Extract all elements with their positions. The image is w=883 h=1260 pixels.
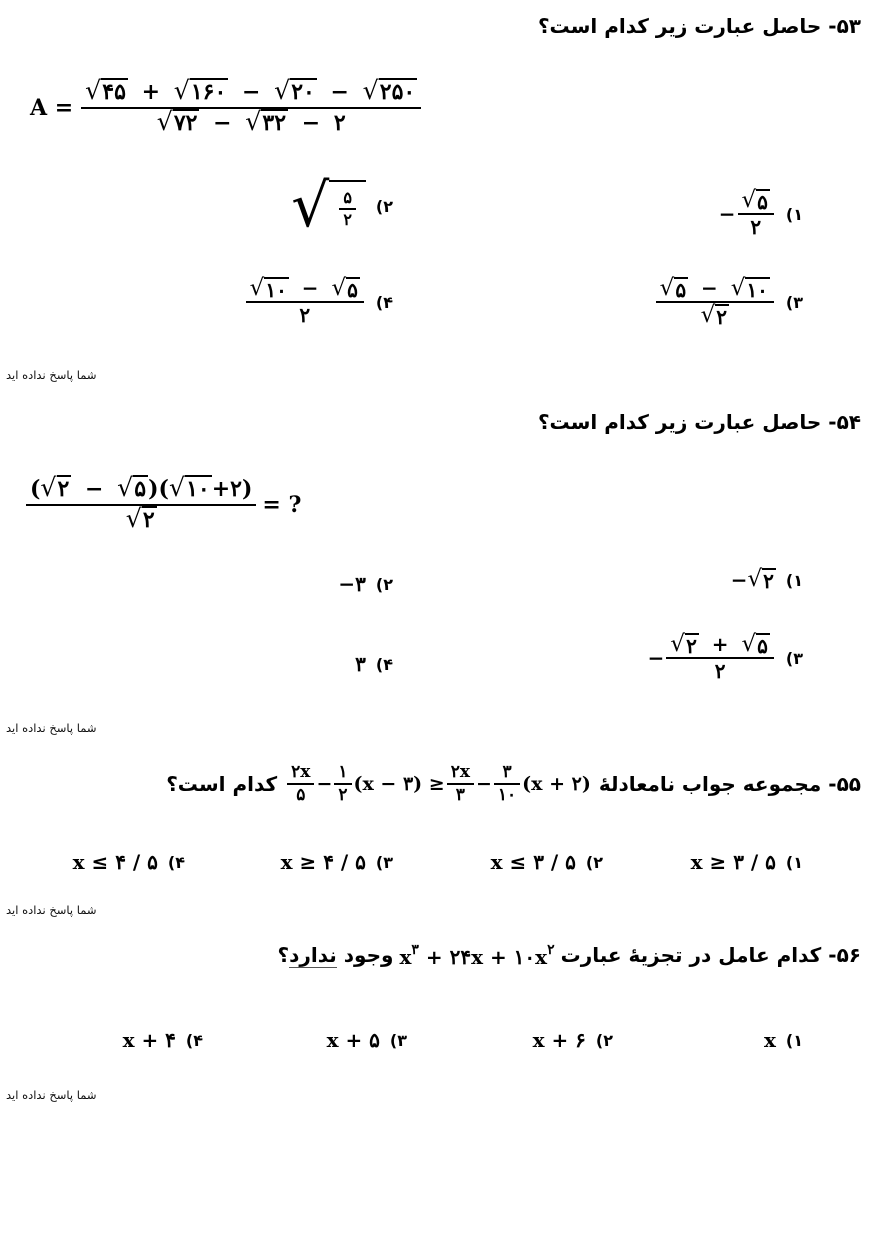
q53-status: شما پاسخ نداده اید (6, 368, 97, 382)
q53-option-1[interactable]: ۱) − √ ۵ ۲ (718, 187, 803, 239)
question-56-expression: $x^۳$ + ۲۴x + $۱۰x^۲$ (399, 942, 555, 969)
question-53-formula (30, 78, 423, 137)
q53-option-3[interactable]: ۳) √ ۵ − √ ۱۰ √ ۲ (654, 276, 803, 328)
q56-status: شما پاسخ نداده اید (6, 1088, 97, 1102)
formula-denominator: √ ۲ (125, 503, 155, 533)
question-54-title: ۵۴- حاصل عبارت زیر کدام است؟ (537, 410, 861, 434)
formula-lhs: A = (30, 94, 74, 121)
q54-option-1[interactable]: ۱) − √ ۲ (730, 566, 803, 593)
q56-option-3[interactable]: ۳) x + ۵ (326, 1028, 407, 1052)
q56-option-1[interactable]: ۱) x (763, 1028, 803, 1052)
q55-option-3[interactable]: ۳) x ≥ ۴ / ۵ (280, 850, 393, 874)
q56-option-2[interactable]: ۲) x + ۶ (532, 1028, 613, 1052)
q54-option-3[interactable]: ۳) − √ ۲ + √ ۵ ۲ (647, 631, 803, 683)
formula-fraction (26, 475, 256, 534)
question-56-title: ۵۶- کدام عامل در تجزیهٔ عبارت $x^۳$ + ۲۴x + $۱۰x^۲$ وجود ندارد ؟ (277, 942, 861, 969)
question-55-inequality: $\frac{۲x}{۵}$ − $\frac{۱}{۲}$ (x − ۳) ≥ $\frac{۲x}{۳}$ − $\frac{۳}{۱۰}$ (x + ۲) (285, 762, 591, 807)
formula-numerator: ( √ ۲ − √ ۵ )( √ ۱۰ +۲) (30, 473, 253, 502)
q56-option-4[interactable]: ۴) x + ۴ (122, 1028, 203, 1052)
formula-fraction (81, 78, 421, 137)
q55-status: شما پاسخ نداده اید (6, 903, 97, 917)
q54-status: شما پاسخ نداده اید (6, 721, 97, 735)
question-55-title: ۵۵- مجموعه جواب نامعادلهٔ $\frac{۲x}{۵}$ − $\frac{۱}{۲}$ (x − ۳) ≥ $\frac{۲x}{۳}$ − $\frac{۳}{۱۰}$ (x + ۲) کدام است؟ (166, 762, 861, 806)
q53-option-2[interactable]: ۲) √ $\frac{۵}{۲}$ (291, 171, 393, 241)
q53-option-4[interactable]: ۴) √ ۱۰ − √ ۵ ۲ (244, 276, 393, 328)
q55-option-1[interactable]: ۱) x ≥ ۳ / ۵ (690, 850, 803, 874)
formula-numerator: √ ۴۵ + √ ۱۶۰ − √ ۲۰ − √ ۲۵۰ (85, 76, 416, 105)
q54-option-4[interactable]: ۴) ۳ (355, 652, 393, 676)
q55-option-4[interactable]: ۴) x ≤ ۴ / ۵ (72, 850, 185, 874)
formula-denominator: √ ۷۲ − √ ۳۲ − ۲ (156, 106, 346, 136)
q55-option-2[interactable]: ۲) x ≤ ۳ / ۵ (490, 850, 603, 874)
q54-option-2[interactable]: ۲) −۳ (338, 572, 393, 596)
question-53-title: ۵۳- حاصل عبارت زیر کدام است؟ (537, 14, 861, 38)
question-54-formula: ( √ ۲ − √ ۵ )( √ ۱۰ +۲) √ ۲ = ? (24, 475, 301, 534)
